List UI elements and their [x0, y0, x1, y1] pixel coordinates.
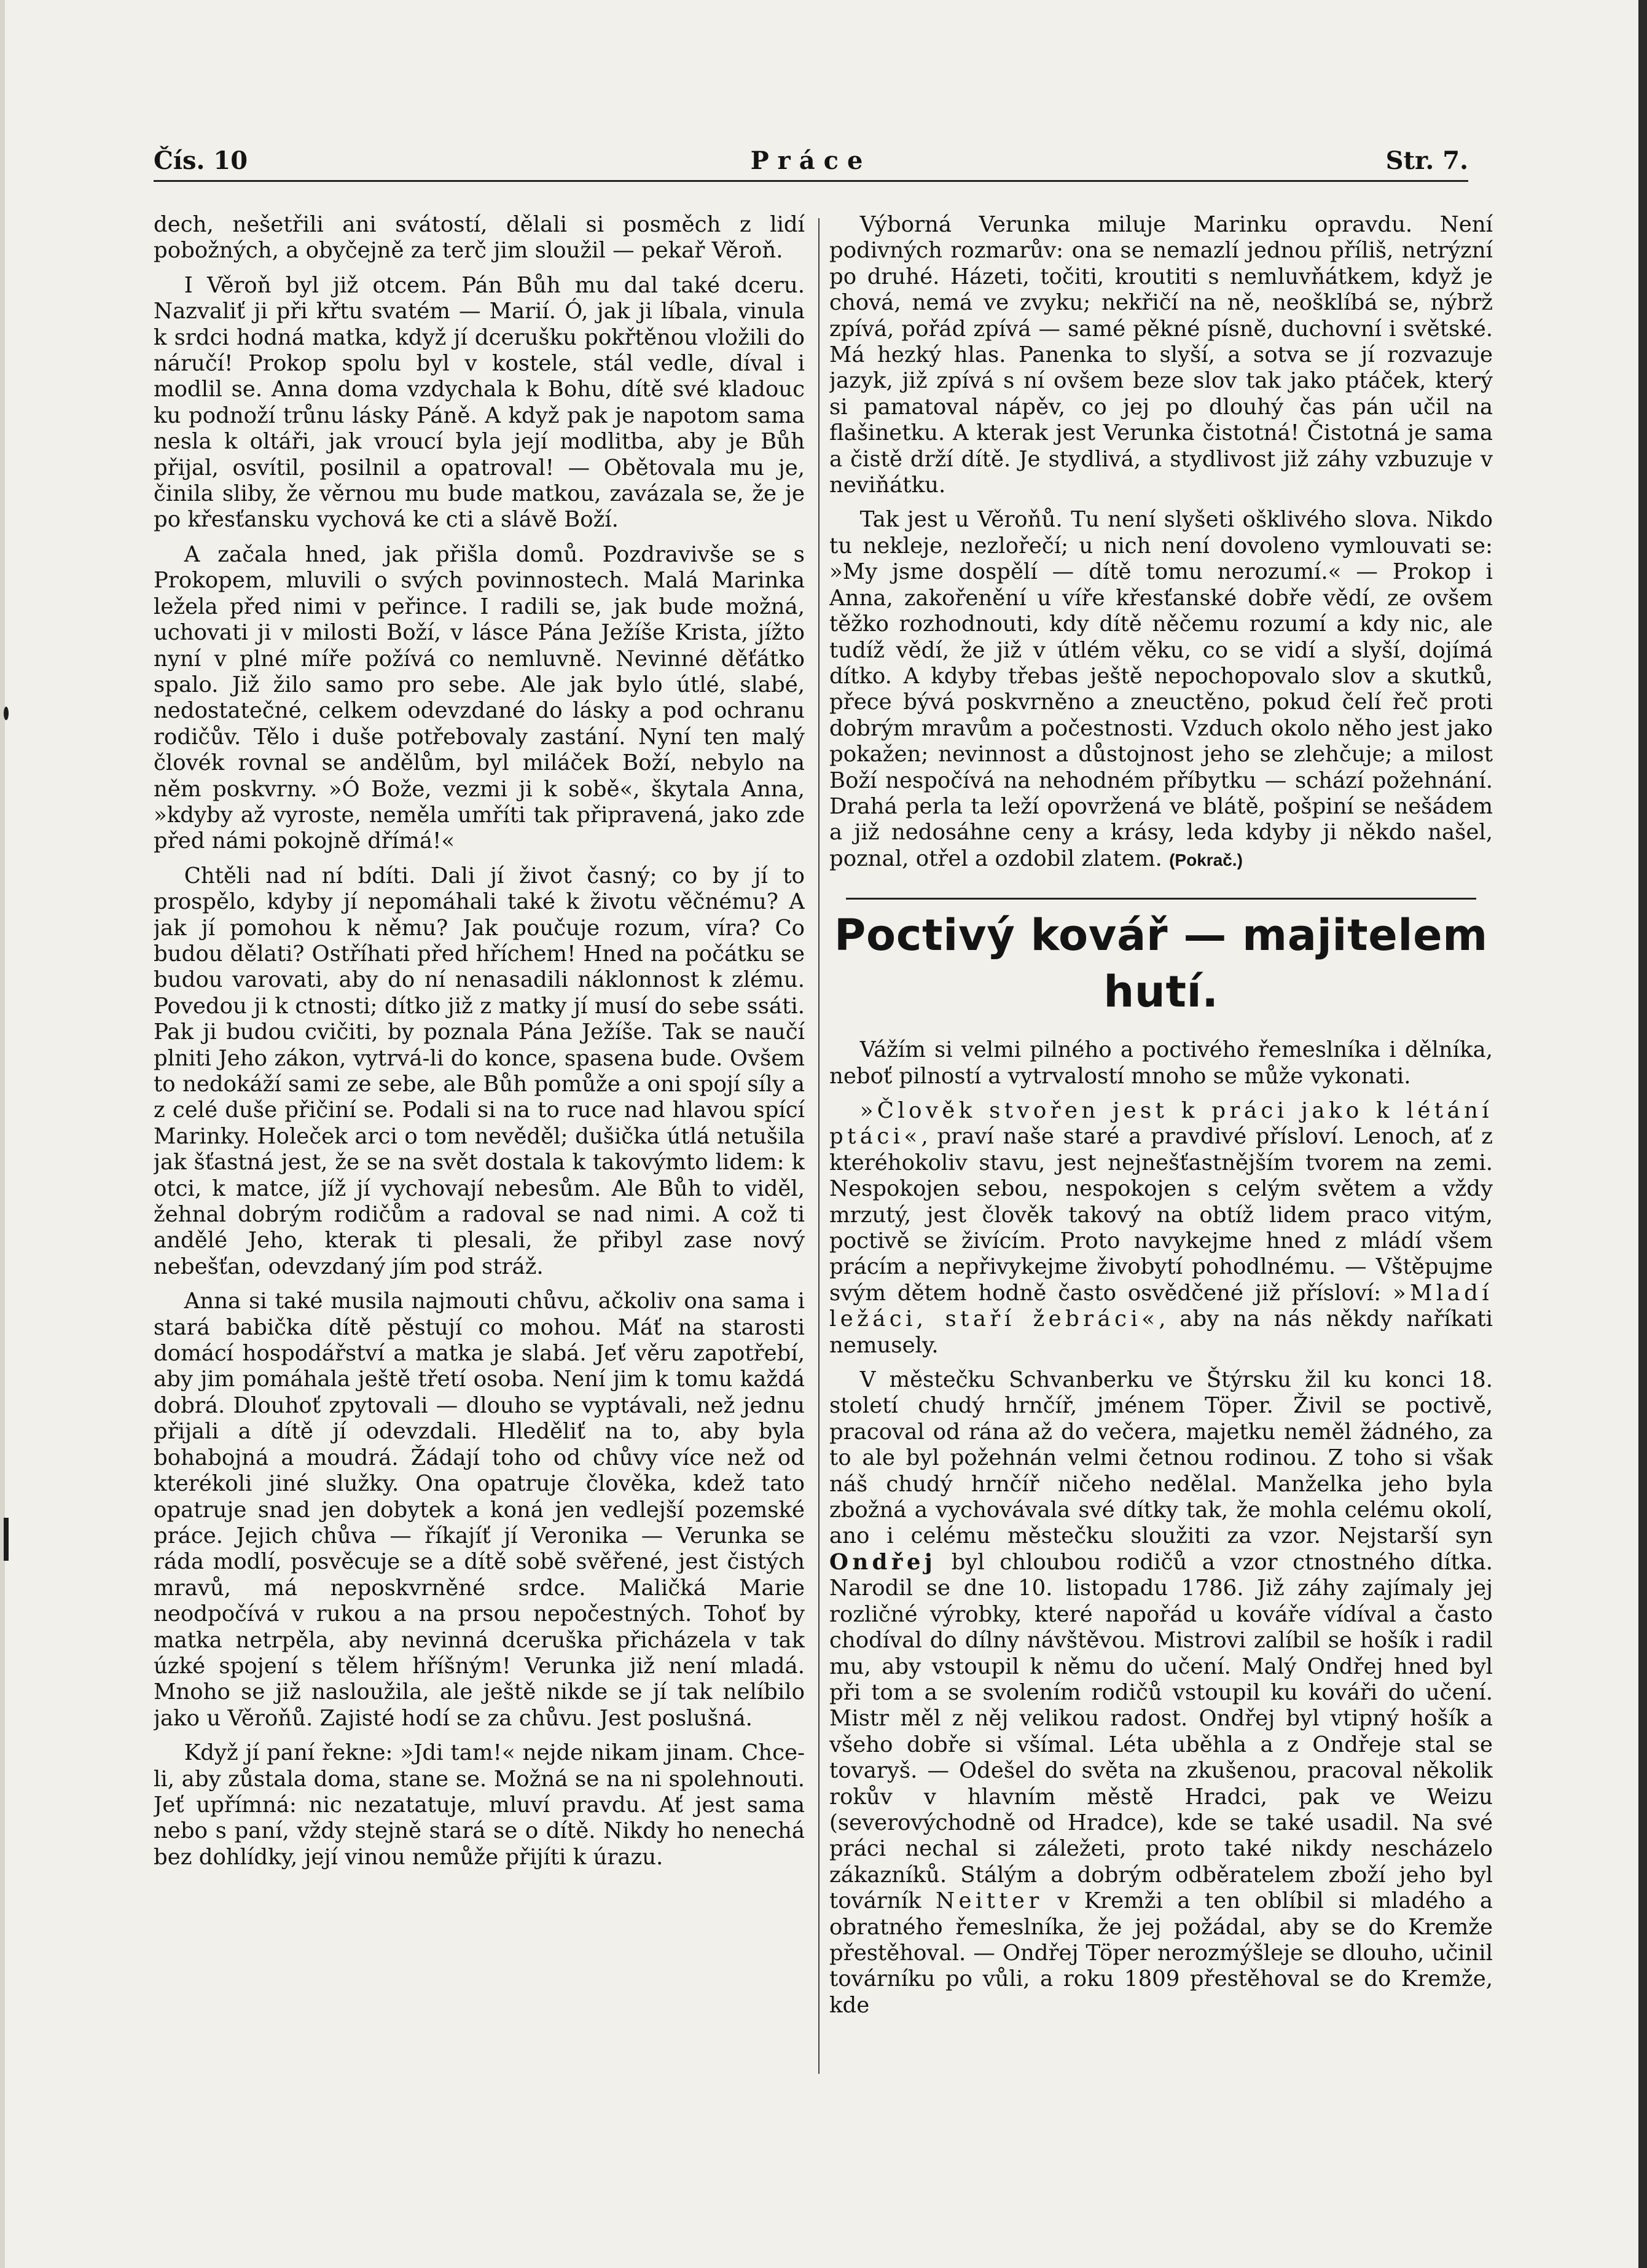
- page-number: Str. 7.: [1385, 146, 1468, 175]
- margin-mark: [0, 0, 5, 2268]
- article-heading: [829, 898, 1493, 1020]
- margin-mark: [1638, 0, 1647, 2268]
- paragraph-text: , praví naše staré a pravdivé přísloví. Lenoch, ať z kteréhokoliv stavu, jest nejnešťastnějším tvorem na zemi. Nespokojen sebou, nespokojen s celým světem a vždy mrzutý, jest člověk takový na obtíž lidem praco vitým, poctivě se živícím. Proto navykejme hned z mládí všem prácím a nepřivykejme živobytí pohodlnému. — Vštěpujme svým dětem hodně často osvědčené již přísloví:: [829, 1124, 1493, 1306]
- paragraph: [829, 507, 1493, 873]
- article-title: Poctivý kovář — majitelem hutí.: [834, 910, 1488, 1018]
- continued-note: (Pokrač.): [1169, 850, 1243, 869]
- paragraph: [829, 1367, 1493, 2019]
- left-column: [154, 212, 805, 2080]
- margin-mark: [4, 1518, 9, 1561]
- person-name: Ondřej: [829, 1549, 937, 1575]
- paragraph-text: , aby na nás někdy naříkati nemusely.: [829, 1306, 1493, 1358]
- issue-number: Čís. 10: [154, 146, 248, 175]
- paragraph-text: Tak jest u Věroňů. Tu není slyšeti ošklivého slova. Nikdo tu nekleje, nezlořečí; u nich není dovoleno vymlouvati se: »My jsme dospělí — dítě tomu nerozumí.« — Prokop i Anna, zakořenění u víře křesťanské dobře vědí, ze ovšem těžko rozhodnouti, kdy dítě něčemu rozumí a kdy nic, ale tudíž vědí, že již v útlém věku, co se vidí a slyší, dojímá dítko. A kdyby třebas ještě nepochopovalo slov a skutků, přece bývá poskvrněno a zneuctěno, pokud čelí řeč proti dobrým mravům a počestnosti. Vzduch okolo něho jest jako pokažen; nevinnost a důstojnost jeho se zlehčuje; a milost Boží nespočívá na nehodném příbytku — schází požehnání. Drahá perla ta leží opovržená ve blátě, pošpiní se nešádem a již nedosáhne ceny a krásy, leda kdyby ji někdo našel, poznal, otřel a ozdobil zlatem.: [829, 507, 1493, 871]
- paragraph: Vážím si velmi pilného a poctivého řemeslníka i dělníka, neboť pilností a vytrvalostí mnoho se může vykonati.: [829, 1037, 1493, 1089]
- heading-rule: [846, 898, 1476, 900]
- person-name: Neitter: [936, 1888, 1043, 1914]
- right-column: [829, 212, 1493, 2080]
- margin-mark: [4, 707, 9, 720]
- page-header: [154, 146, 1468, 183]
- header-rule: [154, 180, 1468, 182]
- proverb: »Mladí ležáci, staří žebráci«: [829, 1280, 1493, 1332]
- proverb: »Člověk stvořen jest k práci jako k létání ptáci«: [829, 1097, 1493, 1150]
- paragraph: Anna si také musila najmouti chůvu, ačkoliv ona sama i stará babička dítě pěstují co mohou. Máť na starosti domácí hospodářství a matka je slabá. Jeť věru zapotřebí, aby jim pomáhala ještě třetí osoba. Není jim k tomu každá dobrá. Dlouhoť zpytovali — dlouho se vyptávali, než jednu přijali a dítě jí odevzdali. Hleděliť na to, aby byla bohabojná a moudrá. Žádají toho od chůvy více než od kterékoli jiné služky. Ona opatruje člověka, kdež tato opatruje snad jen dobytek a koná jen vedlejší pozemské práce. Jejich chůva — říkajíť jí Veronika — Verunka se ráda modlí, posvěcuje se a dítě sobě svěřené, jest čistých mravů, má neposkvrněné srdce. Maličká Marie neodpočívá v rukou a na prsou nepočestných. Tohoť by matka netrpěla, aby nevinná dceruška přicházela v tak úzké spojení s tělem hříšným! Verunka již není mladá. Mnoho se již nasloužila, ale ještě nikde se jí tak nelíbilo jako u Věroňů. Zajisté hodí se za chůvu. Jest poslušná.: [154, 1289, 805, 1731]
- paragraph: [829, 1098, 1493, 1359]
- paragraph: Chtěli nad ní bdíti. Dali jí život časný; co by jí to prospělo, kdyby jí nepomáhali také k životu věčnému? A jak jí pomohou k němu? Jak poučuje rozum, víra? Co budou dělati? Ostříhati před hříchem! Hned na počátku se budou varovati, aby do ní nenasadili náklonnost k zlému. Povedou ji k ctnosti; dítko již z matky jí musí do sebe ssáti. Pak ji budou cvičiti, by poznala Pána Ježíše. Tak se naučí plniti Jeho zákon, vytrvá-li do konce, spasena bude. Ovšem to nedokáží sami ze sebe, ale Bůh pomůže a oni spojí síly a z celé duše přičiní se. Podali si na to ruce nad hlavou spící Marinky. Holeček arci o tom nevěděl; dušička útlá netušila jak šťastná jest, že se na svět dostala k takovýmto lidem: k otci, k matce, jíž jí vychovají nebesům. Ale Bůh to viděl, žehnal dobrým rodičům a radoval se nad nimi. A což ti andělé Jeho, kterak ti plesali, že přibyl zase nový nebešťan, odevzdaný jím pod stráž.: [154, 863, 805, 1279]
- column-divider: [818, 218, 820, 2074]
- paragraph: dech, nešetřili ani svátostí, dělali si posměch z lidí pobožných, a obyčejně za terč jim sloužil — pekař Věroň.: [154, 212, 805, 264]
- paragraph-text: V městečku Schvanberku ve Štýrsku žil ku konci 18. století chudý hrnčíř, jménem Töper. Živil se poctivě, pracoval od rána až do večera, majetku neměl žádného, za to ale byl požehnán velmi četnou rodinou. Z toho si však náš chudý hrnčíř ničeho nedělal. Manželka jeho byla zbožná a vychovávala své dítky tak, že mohla celému okolí, ano i celému městečku sloužiti za vzor. Nejstarší syn: [829, 1367, 1493, 1549]
- paragraph: A začala hned, jak přišla domů. Pozdravivše se s Prokopem, mluvili o svých povinnostech. Malá Marinka ležela před nimi v peřince. I radili se, jak bude možná, uchovati ji v milosti Boží, v lásce Pána Ježíše Krista, jížto nyní v plné míře požívá co nemluvně. Nevinné děťátko spalo. Již žilo samo pro sebe. Ale jak bylo útlé, slabé, nedostatečné, celkem odevzdané do lásky a pod ochranu rodičův. Tělo i duše potřebovaly zastání. Nyní ten malý človék rovnal se andělům, byl miláček Boží, nebylo na něm poskvrny. »Ó Bože, vezmi ji k sobě«, škytala Anna, »kdyby až vyroste, neměla umříti tak připravená, jako zde před námi pokojně dřímá!«: [154, 541, 805, 854]
- paragraph: Když jí paní řekne: »Jdi tam!« nejde nikam jinam. Chce-li, aby zůstala doma, stane se. Možná se na ni spolehnouti. Jeť upřímná: nic nezatatuje, mluví pravdu. Ať jest sama nebo s paní, vždy stejně stará se o dítě. Nikdy ho nenechá bez dohlídky, její vinou nemůže přijíti k úrazu.: [154, 1740, 805, 1870]
- paragraph-text: v Kremži a ten oblíbil si mladého a obratného řemeslníka, že jej požádal, aby se do Kremže přestěhoval. — Ondřej Töper nerozmýšleje se dlouho, učinil továrníku po vůli, a roku 1809 přestěhoval se do Kremže, kde: [829, 1888, 1493, 2018]
- newspaper-title: Práce: [750, 146, 872, 175]
- paragraph: I Věroň byl již otcem. Pán Bůh mu dal také dceru. Nazvaliť ji při křtu svatém — Marií. Ó, jak ji líbala, vinula k srdci hodná matka, když jí dcerušku pokřtěnou vložili do náručí! Prokop spolu byl v kostele, stál vedle, díval i modlil se. Anna doma vzdychala k Bohu, dítě své kladouc ku podnoží trůnu lásky Páně. A když pak je napotom sama nesla k oltáři, jak vroucí byla její modlitba, aby je Bůh přijal, osvítil, posilnil a opatroval! — Obětovala mu je, činila sliby, že věrnou mu bude matkou, zavázala se, že je po křesťansku vychová ke cti a slávě Boží.: [154, 272, 805, 533]
- paragraph-text: byl chloubou rodičů a vzor ctnostného dítka. Narodil se dne 10. listopadu 1786. Již záhy zajímaly jej rozličné výrobky, které napořád u kováře vídíval a často chodíval do dílny návštěvou. Mistrovi zalíbil se hošík i radil mu, aby vstoupil k němu do učení. Malý Ondřej hned byl při tom a se svolením rodičů vstoupil ku kováři do učení. Mistr měl z něj velikou radost. Ondřej byl vtipný hošík a všeho dobře si všímal. Léta uběhla a z Ondřeje stal se tovaryš. — Odešel do světa na zkušenou, pracoval několik rokův v hlavním městě Hradci, pak ve Weizu (severovýchodně od Hradce), kde se také usadil. Na své práci nechal si záležeti, proto také nikdy nescházelo zákazníků. Stálým a dobrým odběratelem zboží jeho byl továrník: [829, 1549, 1493, 1914]
- paragraph: Výborná Verunka miluje Marinku opravdu. Není podivných rozmarův: ona se nemazlí jednou příliš, netrýzní po druhé. Házeti, točiti, kroutiti s nemluvňátkem, když je chová, nemá ve zvyku; nekřičí na ně, neošklíbá se, nýbrž zpívá, pořád zpívá — samé pěkné písně, duchovní i světské. Má hezký hlas. Panenka to slyší, a sotva se jí rozvazuje jazyk, již zpívá s ní ovšem beze slov tak jako ptáček, který si pamatoval nápěv, co jej po dlouhý čas pán učil na flašinetku. A kterak jest Verunka čistotná! Čistotná je sama a čistě drží dítě. Je stydlivá, a stydlivost již záhy vzbuzuje v neviňátku.: [829, 212, 1493, 498]
